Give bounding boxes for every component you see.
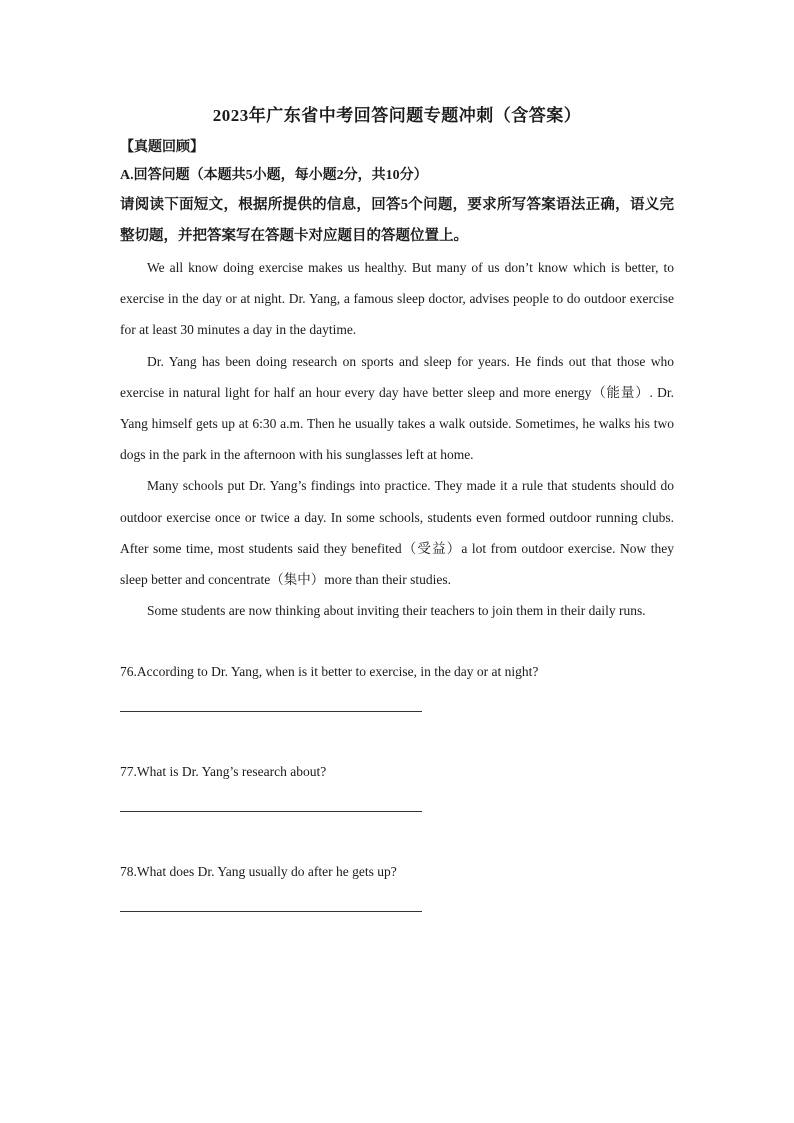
section-header: 【真题回顾】 [120,140,204,155]
question-76: 76.According to Dr. Yang, when is it better to exercise, in the day or at night? [120,664,539,680]
passage-paragraph-1: We all know doing exercise makes us healthy. But many of us don’t know which is better, to exercise in the day or at night. Dr. Yang, a famous sleep doctor, advises people to do outdoor exercise for at least 30 minutes a day in the daytime. [120,260,674,338]
reading-passage [120,252,674,626]
passage-paragraph-4: Some students are now thinking about inviting their teachers to join them in their daily runs. [147,603,646,619]
answer-line-78[interactable] [120,893,422,912]
question-77: 77.What is Dr. Yang’s research about? [120,764,327,780]
part-heading: A.回答问题（本题共5小题，每小题2分，共10分） [120,168,428,183]
instruction-text: 请阅读下面短文，根据所提供的信息，回答5个问题，要求所写答案语法正确，语义完整切题，并把答案写在答题卡对应题目的答题位置上。 [120,197,674,244]
passage-paragraph-2: Dr. Yang has been doing research on sports and sleep for years. He finds out that those who exercise in natural light for half an hour every day have better sleep and more energy（能量）. Dr. Yang himself gets up at 6:30 a.m. Then he usually takes a walk outside. Sometimes, he walks his two dogs in the park in the afternoon with his sunglasses left at home. [120,353,674,463]
passage-paragraph-3: Many schools put Dr. Yang’s findings into practice. They made it a rule that students should do outdoor exercise once or twice a day. In some schools, students even formed outdoor running clubs. After some time, most students said they benefited（受益）a lot from outdoor exercise. Now they sleep better and concentrate（集中）more than their studies. [120,478,674,588]
answer-line-76[interactable] [120,693,422,712]
document-title: 2023年广东省中考回答问题专题冲刺（含答案） [212,106,582,125]
question-78: 78.What does Dr. Yang usually do after he gets up? [120,864,397,880]
answer-line-77[interactable] [120,793,422,812]
question-list [120,656,674,912]
document-page [120,100,674,956]
